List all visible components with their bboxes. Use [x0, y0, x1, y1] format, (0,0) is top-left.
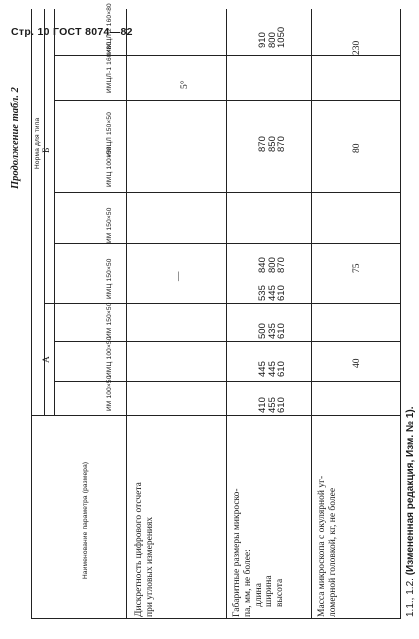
- mass-val-7: 80: [352, 143, 362, 153]
- dim-col-3: 500 435 610: [257, 323, 287, 339]
- group-b-label: Б: [42, 147, 52, 153]
- footnote-text: 1.1., 1.2.: [405, 575, 416, 617]
- dim-col-1: 410 455 610: [257, 397, 287, 413]
- table-left-border: [31, 618, 400, 619]
- norm-header-underline: [44, 9, 45, 416]
- col-7-8-line: [54, 100, 400, 101]
- mass-val-9: 230: [352, 40, 362, 55]
- row-mass-label-2: ломерной головкой, кг, не более: [328, 487, 338, 617]
- col-6-7-line: [54, 192, 400, 193]
- dim-col-9: 910 800 1050: [257, 26, 287, 48]
- row-discreteness-label-1: Дискретность цифрового отсчета: [134, 482, 144, 617]
- mass-val-a: 40: [352, 358, 362, 368]
- type-header-1: ИМ 100×50: [106, 375, 113, 411]
- row-discreteness-label-2: при угловых измерениях: [145, 516, 155, 617]
- row-dimensions-label-length: длина: [254, 583, 264, 607]
- type-header-3: ИМ 150×50: [106, 302, 113, 338]
- type-header-6: ИМЦ 100×50: [106, 146, 113, 187]
- row-separator-1: [226, 9, 227, 619]
- dim-col-5: 840 800 870: [257, 257, 287, 273]
- type-header-8: ИМЦЛ-1 160×80: [106, 41, 113, 93]
- row-dimensions-label-width: ширина: [264, 575, 274, 607]
- row-separator-2: [311, 9, 312, 619]
- type-header-2: ИМЦ 100×50: [106, 336, 113, 377]
- row-dimensions-label-1: Габаритные размеры микроско-: [232, 488, 242, 617]
- type-header-9: ИМЦЛ 2 160×80: [106, 3, 113, 54]
- norm-header: Норма для типа: [34, 117, 41, 169]
- row-dimensions-label-height: высота: [275, 578, 285, 607]
- table-continuation-caption: Продолжение табл. 2: [10, 87, 21, 189]
- type-header-7: ИМЦЛ 150×50: [106, 111, 113, 157]
- group-header-underline: [54, 9, 55, 416]
- mass-val-5: 75: [352, 263, 362, 273]
- type-header-4: ИМЦ 150×50: [106, 258, 113, 299]
- row-mass-label-1: Масса микроскопа с окулярной уг-: [317, 475, 327, 617]
- type-header-5: ИМ 150×50: [106, 207, 113, 243]
- footnote: [405, 407, 416, 618]
- dim-col-7: 870 850 870: [257, 136, 287, 152]
- row-discreteness-value: 5°: [180, 80, 190, 89]
- col-5-6-line: [54, 243, 400, 244]
- param-column-header: Наименование параметра (размера): [82, 461, 89, 579]
- group-a-label: А: [42, 356, 52, 363]
- row-dimensions-label-2: па, мм, не более:: [243, 549, 253, 617]
- table-top-border: [31, 9, 32, 619]
- col-1-left-line: [31, 415, 400, 416]
- table-bottom-border: [400, 9, 401, 619]
- dim-col-2: 445 445 610: [257, 361, 287, 377]
- page-header: Стр. 10 ГОСТ 8074—82: [11, 26, 133, 38]
- footnote-bold: (Измененная редакция, Изм. № 1).: [405, 406, 416, 576]
- row-discreteness-dash: —: [174, 271, 184, 281]
- header-row-bottom: [126, 9, 127, 619]
- dim-col-4: 535 445 610: [257, 285, 287, 301]
